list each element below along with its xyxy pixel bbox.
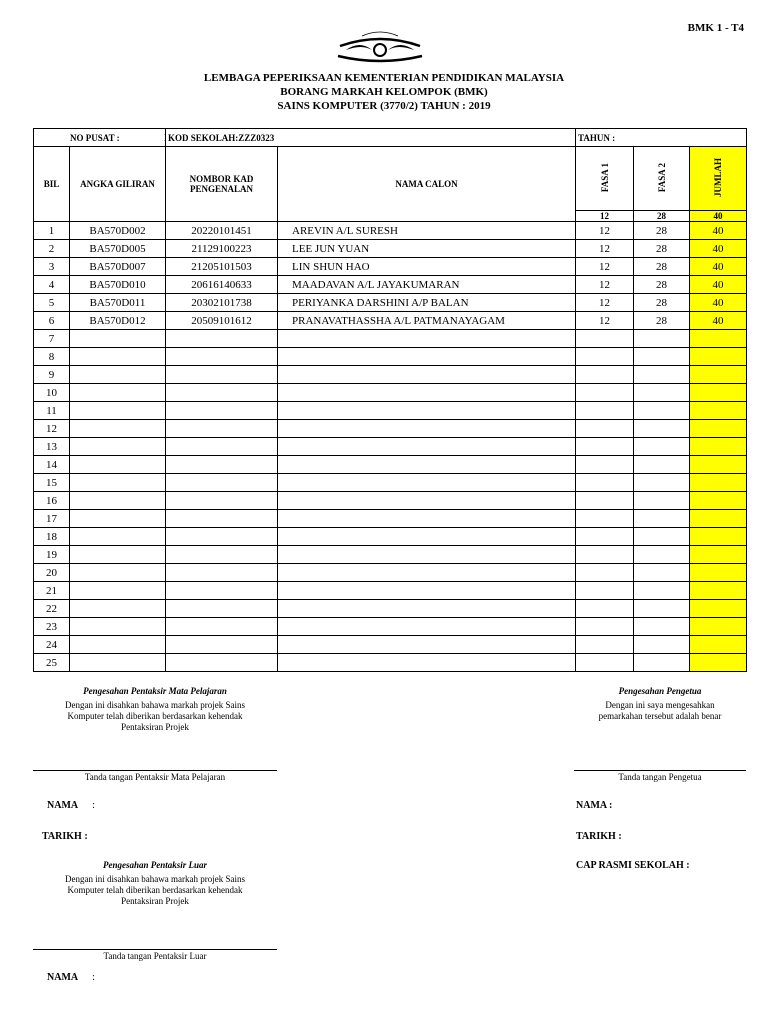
table-row [34, 384, 747, 402]
nama-label-luar: NAMA : [47, 972, 95, 983]
table-row [34, 528, 747, 546]
pentaksir-luar-body-3: Pentaksiran Projek [121, 896, 189, 906]
cell-jumlah: 40 [690, 222, 747, 240]
cell-nombor-kad: 20220101451 [166, 222, 278, 240]
pentaksir-mp-section [33, 686, 277, 733]
cell-angka-giliran [70, 492, 166, 510]
table-row [34, 618, 747, 636]
cell-fasa2 [634, 618, 690, 636]
table-row [34, 510, 747, 528]
table-row [34, 258, 747, 276]
cell-nama-calon [278, 438, 576, 456]
cell-jumlah [690, 438, 747, 456]
cell-angka-giliran: BA570D012 [70, 312, 166, 330]
cell-fasa2: 28 [634, 276, 690, 294]
header-row [34, 147, 747, 211]
cell-fasa2 [634, 330, 690, 348]
cell-jumlah [690, 492, 747, 510]
signature-line-luar [33, 949, 277, 950]
cell-nombor-kad [166, 636, 278, 654]
signature-line-mp [33, 770, 277, 771]
cell-jumlah: 40 [690, 312, 747, 330]
cell-jumlah [690, 330, 747, 348]
max-fasa2: 28 [634, 211, 690, 222]
cell-fasa1: 12 [576, 258, 634, 276]
form-code: BMK 1 - T4 [687, 22, 744, 34]
cell-nama-calon [278, 564, 576, 582]
cell-fasa1 [576, 654, 634, 672]
cell-jumlah [690, 528, 747, 546]
header-kad-line2: PENGENALAN [189, 184, 253, 194]
pentaksir-luar-title: Pengesahan Pentaksir Luar [102, 860, 207, 870]
cell-nama-calon: PRANAVATHASSHA A/L PATMANAYAGAM [278, 312, 576, 330]
pentaksir-luar-section [33, 860, 277, 907]
cap-rasmi-label: CAP RASMI SEKOLAH : [576, 860, 690, 871]
cell-bil: 11 [34, 402, 70, 420]
pentaksir-mp-title: Pengesahan Pentaksir Mata Pelajaran [83, 686, 227, 696]
cell-nombor-kad [166, 654, 278, 672]
signature-caption-mp: Tanda tangan Pentaksir Mata Pelajaran [84, 772, 226, 782]
cell-fasa2 [634, 636, 690, 654]
table-row [34, 420, 747, 438]
cell-angka-giliran [70, 348, 166, 366]
nama-label-pengetua: NAMA : [576, 800, 613, 811]
cell-fasa2: 28 [634, 312, 690, 330]
cell-nama-calon [278, 600, 576, 618]
header-nama-calon: NAMA CALON [278, 147, 576, 222]
cell-jumlah [690, 546, 747, 564]
cell-jumlah: 40 [690, 258, 747, 276]
cell-bil: 22 [34, 600, 70, 618]
tarikh-label-pengetua: TARIKH : [576, 831, 622, 842]
table-row [34, 654, 747, 672]
table-row [34, 582, 747, 600]
cell-fasa2 [634, 402, 690, 420]
cell-bil: 6 [34, 312, 70, 330]
cell-bil: 16 [34, 492, 70, 510]
cell-fasa1 [576, 492, 634, 510]
cell-angka-giliran [70, 366, 166, 384]
cell-jumlah [690, 456, 747, 474]
cell-bil: 3 [34, 258, 70, 276]
cell-nombor-kad: 20302101738 [166, 294, 278, 312]
cell-angka-giliran [70, 636, 166, 654]
cell-bil: 1 [34, 222, 70, 240]
table-row [34, 600, 747, 618]
cell-fasa2: 28 [634, 222, 690, 240]
cell-bil: 21 [34, 582, 70, 600]
cell-angka-giliran [70, 402, 166, 420]
cell-fasa2 [634, 582, 690, 600]
cell-fasa2 [634, 600, 690, 618]
pengetua-body-1: Dengan ini saya mengesahkan [605, 700, 715, 710]
header-nombor-kad [166, 147, 278, 222]
cell-bil: 19 [34, 546, 70, 564]
cell-angka-giliran: BA570D011 [70, 294, 166, 312]
cell-nama-calon [278, 474, 576, 492]
cell-fasa2 [634, 654, 690, 672]
cell-fasa1 [576, 330, 634, 348]
cell-jumlah [690, 366, 747, 384]
cell-fasa1: 12 [576, 294, 634, 312]
tahun-cell: TAHUN : [576, 129, 747, 147]
table-row [34, 276, 747, 294]
cell-nama-calon: AREVIN A/L SURESH [278, 222, 576, 240]
cell-angka-giliran [70, 510, 166, 528]
cell-fasa2: 28 [634, 240, 690, 258]
cell-nama-calon: MAADAVAN A/L JAYAKUMARAN [278, 276, 576, 294]
tarikh-label-mp: TARIKH : [42, 831, 88, 842]
table-row [34, 240, 747, 258]
cell-nombor-kad [166, 330, 278, 348]
cell-fasa2 [634, 438, 690, 456]
cell-nama-calon [278, 366, 576, 384]
cell-jumlah [690, 384, 747, 402]
cell-angka-giliran [70, 456, 166, 474]
cell-angka-giliran [70, 618, 166, 636]
cell-nombor-kad: 21129100223 [166, 240, 278, 258]
header-bil: BIL [34, 147, 70, 222]
no-pusat-cell [34, 129, 166, 147]
no-pusat-label: NO PUSAT : [70, 132, 120, 143]
cell-bil: 14 [34, 456, 70, 474]
cell-bil: 12 [34, 420, 70, 438]
cell-bil: 10 [34, 384, 70, 402]
cell-fasa1 [576, 510, 634, 528]
cell-angka-giliran [70, 654, 166, 672]
cell-nombor-kad [166, 348, 278, 366]
header-jumlah: JUMLAH [690, 147, 747, 211]
cell-nama-calon: LIN SHUN HAO [278, 258, 576, 276]
cell-nombor-kad [166, 492, 278, 510]
cell-nama-calon: PERIYANKA DARSHINI A/P BALAN [278, 294, 576, 312]
table-row [34, 222, 747, 240]
cell-nama-calon [278, 618, 576, 636]
cell-fasa1: 12 [576, 240, 634, 258]
cell-fasa1 [576, 618, 634, 636]
cell-bil: 5 [34, 294, 70, 312]
table-row [34, 474, 747, 492]
cell-angka-giliran: BA570D007 [70, 258, 166, 276]
cell-fasa2 [634, 420, 690, 438]
cell-jumlah [690, 402, 747, 420]
pentaksir-luar-body-1: Dengan ini disahkan bahawa markah projek Sains [65, 874, 245, 884]
signature-line-pengetua [574, 770, 746, 771]
cell-bil: 9 [34, 366, 70, 384]
cell-angka-giliran [70, 474, 166, 492]
cell-angka-giliran: BA570D005 [70, 240, 166, 258]
pentaksir-mp-body-2: Komputer telah diberikan berdasarkan kehendak [67, 711, 243, 721]
cell-bil: 2 [34, 240, 70, 258]
cell-fasa1 [576, 546, 634, 564]
table-row [34, 546, 747, 564]
cell-fasa1 [576, 582, 634, 600]
cell-bil: 7 [34, 330, 70, 348]
ministry-logo [332, 28, 428, 68]
cell-jumlah [690, 618, 747, 636]
pentaksir-mp-body-1: Dengan ini disahkan bahawa markah projek Sains [65, 700, 245, 710]
header-angka-giliran: ANGKA GILIRAN [70, 147, 166, 222]
cell-bil: 25 [34, 654, 70, 672]
cell-bil: 8 [34, 348, 70, 366]
cell-fasa1: 12 [576, 312, 634, 330]
cell-fasa1 [576, 366, 634, 384]
cell-bil: 18 [34, 528, 70, 546]
cell-fasa1 [576, 528, 634, 546]
pentaksir-luar-body-2: Komputer telah diberikan berdasarkan kehendak [67, 885, 243, 895]
cell-fasa2 [634, 546, 690, 564]
title-line-3: SAINS KOMPUTER (3770/2) TAHUN : 2019 [277, 100, 491, 112]
cell-nama-calon [278, 510, 576, 528]
table-row [34, 402, 747, 420]
cell-nama-calon [278, 330, 576, 348]
cell-angka-giliran: BA570D010 [70, 276, 166, 294]
cell-nama-calon [278, 384, 576, 402]
cell-jumlah [690, 654, 747, 672]
cell-nombor-kad [166, 618, 278, 636]
cell-nama-calon: LEE JUN YUAN [278, 240, 576, 258]
cell-nombor-kad [166, 384, 278, 402]
cell-nombor-kad [166, 528, 278, 546]
table-row [34, 564, 747, 582]
cell-nama-calon [278, 582, 576, 600]
pengetua-title: Pengesahan Pengetua [618, 686, 702, 696]
header-fasa2: FASA 2 [634, 147, 690, 211]
cell-nama-calon [278, 492, 576, 510]
cell-jumlah [690, 636, 747, 654]
cell-angka-giliran [70, 384, 166, 402]
cell-nombor-kad [166, 510, 278, 528]
cell-angka-giliran [70, 528, 166, 546]
cell-fasa2 [634, 492, 690, 510]
table-row [34, 294, 747, 312]
cell-nombor-kad [166, 564, 278, 582]
cell-fasa2 [634, 348, 690, 366]
table-row [34, 312, 747, 330]
cell-fasa1 [576, 402, 634, 420]
cell-angka-giliran [70, 546, 166, 564]
cell-bil: 17 [34, 510, 70, 528]
cell-jumlah [690, 348, 747, 366]
cell-jumlah [690, 564, 747, 582]
cell-bil: 24 [34, 636, 70, 654]
header-fasa1: FASA 1 [576, 147, 634, 211]
cell-jumlah: 40 [690, 240, 747, 258]
kod-sekolah-cell: KOD SEKOLAH:ZZZ0323 [166, 129, 576, 147]
cell-jumlah [690, 474, 747, 492]
cell-bil: 4 [34, 276, 70, 294]
max-fasa1: 12 [576, 211, 634, 222]
cell-fasa2 [634, 564, 690, 582]
table-row [34, 636, 747, 654]
cell-nombor-kad [166, 456, 278, 474]
max-jumlah: 40 [690, 211, 747, 222]
cell-nama-calon [278, 654, 576, 672]
pentaksir-mp-body-3: Pentaksiran Projek [121, 722, 189, 732]
cell-fasa1 [576, 474, 634, 492]
pengetua-body-2: pemarkahan tersebut adalah benar [598, 711, 722, 721]
table-row [34, 438, 747, 456]
cell-fasa2 [634, 456, 690, 474]
cell-fasa2: 28 [634, 294, 690, 312]
table-row [34, 492, 747, 510]
cell-jumlah: 40 [690, 294, 747, 312]
cell-fasa1 [576, 636, 634, 654]
table-row [34, 348, 747, 366]
cell-bil: 20 [34, 564, 70, 582]
cell-angka-giliran [70, 420, 166, 438]
pengetua-section [574, 686, 746, 722]
cell-jumlah [690, 510, 747, 528]
cell-bil: 15 [34, 474, 70, 492]
cell-fasa2: 28 [634, 258, 690, 276]
cell-fasa2 [634, 510, 690, 528]
cell-nombor-kad [166, 600, 278, 618]
cell-fasa1: 12 [576, 222, 634, 240]
table-row [34, 366, 747, 384]
cell-fasa2 [634, 384, 690, 402]
cell-bil: 23 [34, 618, 70, 636]
cell-nombor-kad: 20509101612 [166, 312, 278, 330]
cell-jumlah [690, 600, 747, 618]
cell-jumlah: 40 [690, 276, 747, 294]
cell-jumlah [690, 582, 747, 600]
cell-nombor-kad [166, 366, 278, 384]
nama-label-mp: NAMA : [47, 800, 95, 811]
signature-caption-luar: Tanda tangan Pentaksir Luar [103, 951, 207, 961]
cell-nama-calon [278, 456, 576, 474]
cell-fasa1: 12 [576, 276, 634, 294]
cell-nama-calon [278, 402, 576, 420]
cell-angka-giliran: BA570D002 [70, 222, 166, 240]
cell-nama-calon [278, 546, 576, 564]
cell-fasa1 [576, 348, 634, 366]
cell-nama-calon [278, 636, 576, 654]
table-row [34, 330, 747, 348]
cell-bil: 13 [34, 438, 70, 456]
cell-nombor-kad [166, 582, 278, 600]
marks-table [33, 128, 747, 672]
cell-fasa1 [576, 420, 634, 438]
cell-nombor-kad: 21205101503 [166, 258, 278, 276]
cell-fasa2 [634, 528, 690, 546]
title-line-1: LEMBAGA PEPERIKSAAN KEMENTERIAN PENDIDIKAN MALAYSIA [203, 72, 565, 84]
cell-fasa1 [576, 384, 634, 402]
info-row [34, 129, 747, 147]
cell-nombor-kad [166, 438, 278, 456]
cell-fasa1 [576, 564, 634, 582]
cell-angka-giliran [70, 582, 166, 600]
cell-nama-calon [278, 528, 576, 546]
document-titles [0, 71, 768, 113]
header-kad-line1: NOMBOR KAD [189, 174, 254, 184]
cell-nombor-kad [166, 474, 278, 492]
cell-nama-calon [278, 348, 576, 366]
cell-fasa1 [576, 438, 634, 456]
cell-jumlah [690, 420, 747, 438]
cell-nombor-kad [166, 402, 278, 420]
cell-fasa1 [576, 600, 634, 618]
cell-nombor-kad [166, 546, 278, 564]
cell-fasa2 [634, 366, 690, 384]
cell-angka-giliran [70, 564, 166, 582]
cell-angka-giliran [70, 438, 166, 456]
table-row [34, 456, 747, 474]
cell-nama-calon [278, 420, 576, 438]
cell-angka-giliran [70, 600, 166, 618]
cell-fasa1 [576, 456, 634, 474]
cell-nombor-kad [166, 420, 278, 438]
cell-fasa2 [634, 474, 690, 492]
cell-nombor-kad: 20616140633 [166, 276, 278, 294]
cell-angka-giliran [70, 330, 166, 348]
signature-caption-pengetua: Tanda tangan Pengetua [618, 772, 702, 782]
title-line-2: BORANG MARKAH KELOMPOK (BMK) [280, 86, 488, 98]
